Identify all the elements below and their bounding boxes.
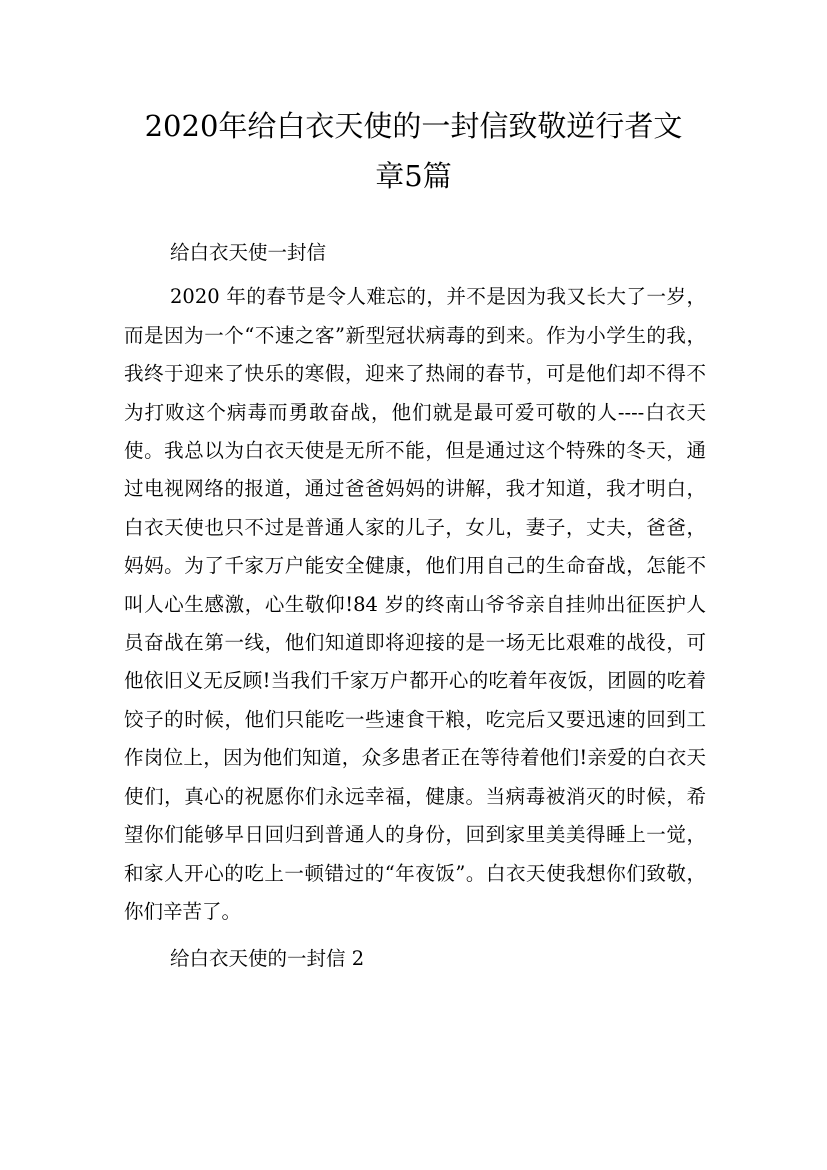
section-1-paragraph: 2020 年的春节是令人难忘的，并不是因为我又长大了一岁，而是因为一个“不速之客”新型冠状病毒的到来。作为小学生的我，我终于迎来了快乐的寒假，迎来了热闹的春节，可是他们却不得不为打败这个病毒而勇敢奋战，他们就是最可爱可敬的人----白衣天使。我总以为白衣天使是无所不能，但是通过这个特殊的冬天，通过电视网络的报道，通过爸爸妈妈的讲解，我才知道，我才明白，白衣天使也只不过是普通人家的儿子，女儿，妻子，丈夫，爸爸，妈妈。为了千家万户能安全健康，他们用自己的生命奋战，怎能不叫人心生感激，心生敬仰!84 岁的终南山爷爷亲自挂帅出征医护人员奋战在第一线，他们知道即将迎接的是一场无比艰难的战役，可他依旧义无反顾!当我们千家万户都开心的吃着年夜饭，团圆的吃着饺子的时候，他们只能吃一些速食干粮，吃完后又要迅速的回到工作岗位上，因为他们知道，众多患者正在等待着他们!亲爱的白衣天使们，真心的祝愿你们永远幸福，健康。当病毒被消灭的时候，希望你们能够早日回归到普通人的身份，回到家里美美得睡上一觉，和家人开心的吃上一顿错过的“年夜饭”。白衣天使我想你们致敬，你们辛苦了。 [124, 285, 706, 923]
document-body [124, 234, 706, 985]
section-2-heading: 给白衣天使的一封信 2 [170, 947, 365, 971]
document-title [110, 101, 717, 201]
title-line-2: 章5篇 [375, 159, 452, 193]
title-line-1: 2020年给白衣天使的一封信致敬逆行者文 [144, 109, 683, 143]
section-1-heading: 给白衣天使一封信 [170, 241, 327, 264]
